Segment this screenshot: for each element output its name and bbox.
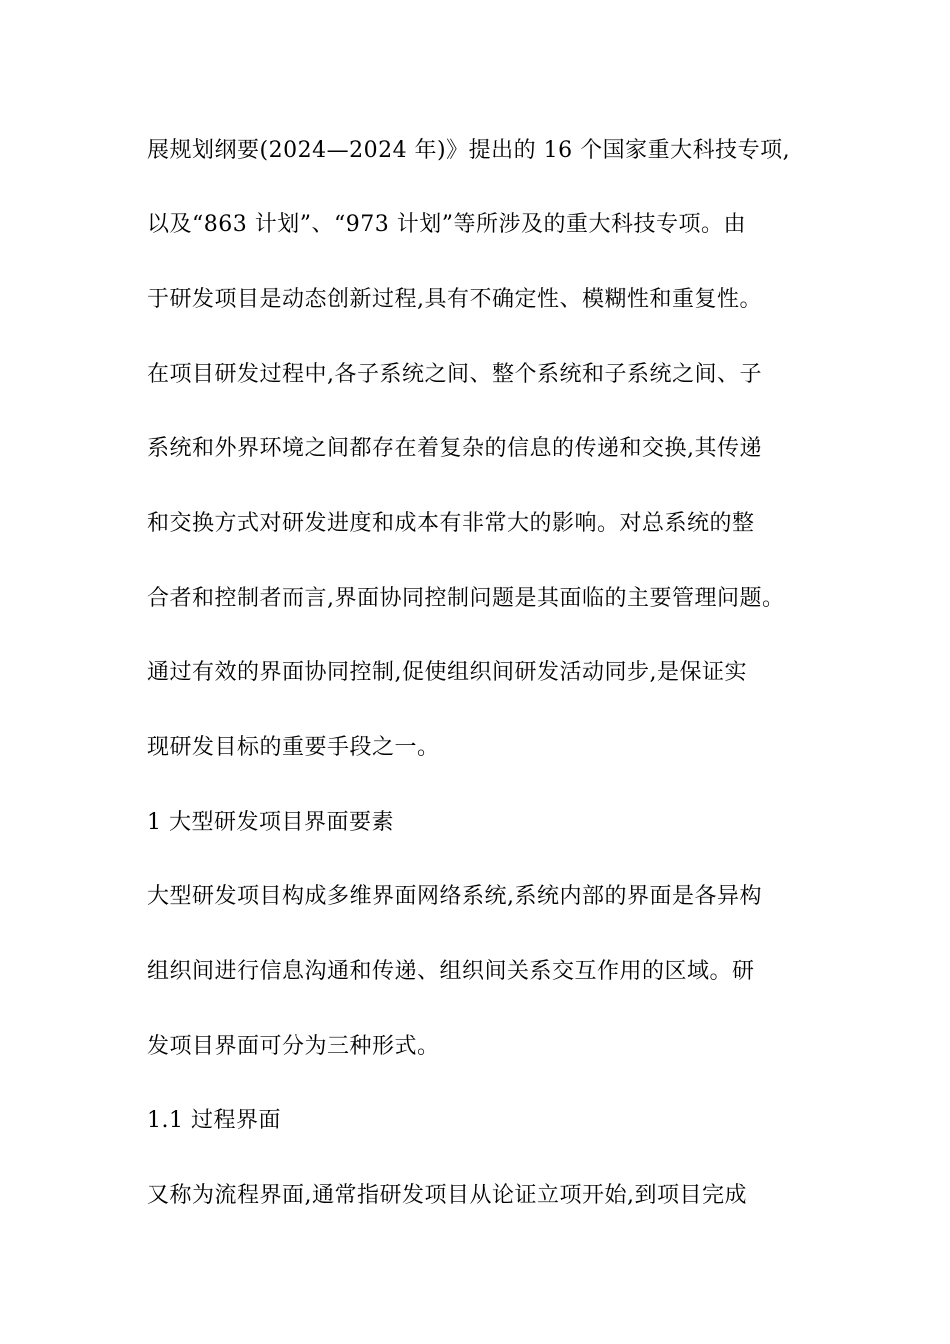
text-line-6: 和交换方式对研发进度和成本有非常大的影响。对总系统的整	[147, 511, 755, 536]
text-line-5: 系统和外界环境之间都存在着复杂的信息的传递和交换,其传递	[147, 436, 762, 461]
section-heading-1: 1 大型研发项目界面要素	[147, 810, 394, 835]
text-line-8: 通过有效的界面协同控制,促使组织间研发活动同步,是保证实	[147, 660, 747, 685]
text-line-4: 在项目研发过程中,各子系统之间、整个系统和子系统之间、子	[147, 362, 762, 387]
text-line-15: 又称为流程界面,通常指研发项目从论证立项开始,到项目完成	[147, 1183, 747, 1208]
text-line-11: 大型研发项目构成多维界面网络系统,系统内部的界面是各异构	[147, 884, 762, 909]
section-heading-1-1: 1.1 过程界面	[147, 1108, 281, 1133]
text-line-12: 组织间进行信息沟通和传递、组织间关系交互作用的区域。研	[147, 959, 755, 984]
text-line-9: 现研发目标的重要手段之一。	[147, 735, 440, 760]
text-line-2: 以及“863 计划”、“973 计划”等所涉及的重大科技专项。由	[147, 212, 746, 237]
text-line-1: 展规划纲要(2024—2024 年)》提出的 16 个国家重大科技专项,	[147, 138, 791, 163]
text-line-7: 合者和控制者而言,界面协同控制问题是其面临的主要管理问题。	[147, 586, 785, 611]
text-line-3: 于研发项目是动态创新过程,具有不确定性、模糊性和重复性。	[147, 287, 762, 312]
text-line-13: 发项目界面可分为三种形式。	[147, 1034, 440, 1059]
